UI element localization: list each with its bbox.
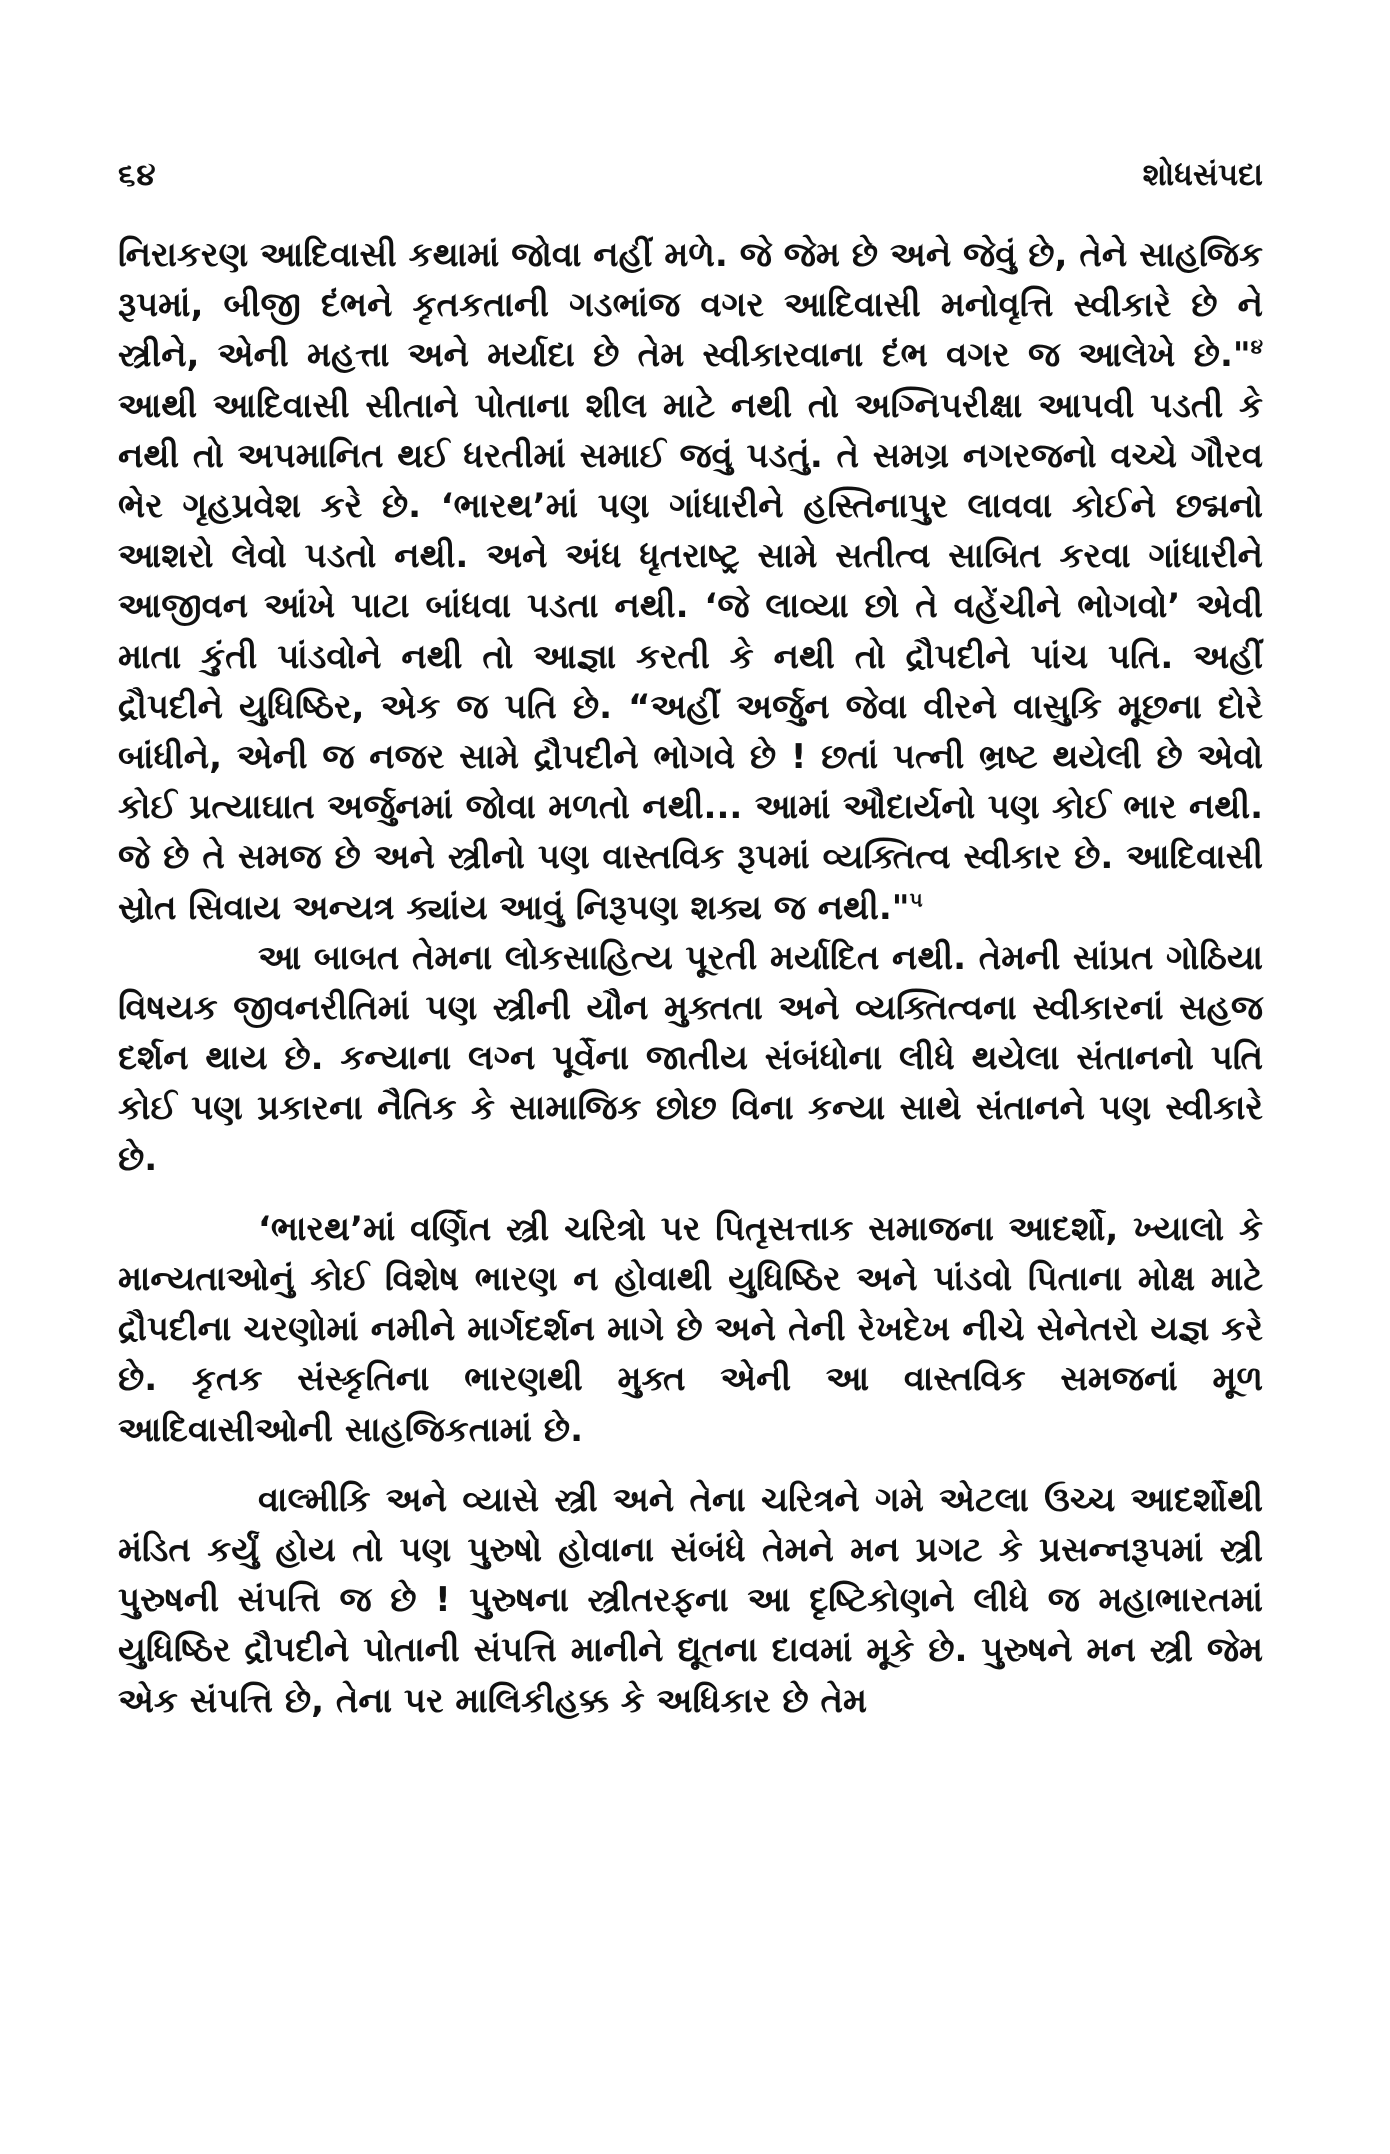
body-text bbox=[118, 230, 1263, 1726]
running-title: શોધસંપદા bbox=[1142, 156, 1263, 193]
running-header bbox=[118, 150, 1263, 200]
paragraph: વાલ્મીકિ અને વ્યાસે સ્ત્રી અને તેના ચરિત્રને ગમે એટલા ઉચ્ચ આદર્શોથી મંડિત કર્યું હોય તો પણ પુરુષો હોવાના સંબંધે તેમને મન પ્રગટ કે પ્રસન્નરૂપમાં સ્ત્રી પુરુષની સંપત્તિ જ છે ! પુરુષના સ્ત્રીતરફના આ દૃષ્ટિકોણને લીધે જ મહાભારતમાં યુધિષ્ઠિર દ્રૌપદીને પોતાની સંપત્તિ માનીને દ્યૂતના દાવમાં મૂકે છે. પુરુષને મન સ્ત્રી જેમ એક સંપત્તિ છે, તેના પર માલિકીહક્ક કે અધિકાર છે તેમ bbox=[118, 1479, 1263, 1721]
footnote-marker: ૪ bbox=[1250, 335, 1263, 360]
paragraph-continued bbox=[118, 230, 1263, 933]
paragraph-text: નિરાકરણ આદિવાસી કથામાં જોવા નહીં મળે. જે જેમ છે અને જેવું છે, તેને સાહજિક રૂપમાં, બીજી દંભને કૃતકતાની ગડભાંજ વગર આદિવાસી મનોવૃત્તિ સ્વીકારે છે ને સ્ત્રીને, એની મહત્તા અને મર્યાદા છે તેમ સ્વીકારવાના દંભ વગર જ આલેખે છે." bbox=[118, 235, 1263, 376]
paragraph: આ બાબત તેમના લોકસાહિત્ય પૂરતી મર્યાદિત નથી. તેમની સાંપ્રત ગોઠિયા વિષયક જીવનરીતિમાં પણ સ્ત્રીની યૌન મુક્તતા અને વ્યક્તિત્વના સ્વીકારનાં સહજ દર્શન થાય છે. કન્યાના લગ્ન પૂર્વેના જાતીય સંબંધોના લીધે થયેલા સંતાનનો પતિ કોઈ પણ પ્રકારના નૈતિક કે સામાજિક છોછ વિના કન્યા સાથે સંતાનને પણ સ્વીકારે છે. bbox=[118, 937, 1263, 1179]
footnote-marker: ૫ bbox=[909, 887, 923, 912]
paragraph: ‘ભારથ’માં વર્ણિત સ્ત્રી ચરિત્રો પર પિતૃસત્તાક સમાજના આદર્શો, ખ્યાલો કે માન્યતાઓનું કોઈ વિશેષ ભારણ ન હોવાથી યુધિષ્ઠિર અને પાંડવો પિતાના મોક્ષ માટે દ્રૌપદીના ચરણોમાં નમીને માર્ગદર્શન માગે છે અને તેની રેખદેખ નીચે સેનેતરો યજ્ઞ કરે છે. કૃતક સંસ્કૃતિના ભારણથી મુક્ત એની આ વાસ્તવિક સમજનાં મૂળ આદિવાસીઓની સાહજિકતામાં છે. bbox=[118, 1208, 1263, 1450]
paragraph-text: આથી આદિવાસી સીતાને પોતાના શીલ માટે નથી તો અગ્નિપરીક્ષા આપવી પડતી કે નથી તો અપમાનિત થઈ ધરતીમાં સમાઈ જવું પડતું. તે સમગ્ર નગરજનો વચ્ચે ગૌરવ ભેર ગૃહપ્રવેશ કરે છે. ‘ભારથ’માં પણ ગાંધારીને હસ્તિનાપુર લાવવા કોઈને છદ્મનો આશરો લેવો પડતો નથી. અને અંધ ધૃતરાષ્ટ્ર સામે સતીત્વ સાબિત કરવા ગાંધારીને આજીવન આંખે પાટા બાંધવા પડતા નથી. ‘જે લાવ્યા છો તે વહેંચીને ભોગવો’ એવી માતા કુંતી પાંડવોને નથી તો આજ્ઞા કરતી કે નથી તો દ્રૌપદીને પાંચ પતિ. અહીં દ્રૌપદીને યુધિષ્ઠિર, એક જ પતિ છે. “અહીં અર્જુન જેવા વીરને વાસુકિ મૂછના દોરે બાંધીને, એની જ નજર સામે દ્રૌપદીને ભોગવે છે ! છતાં પત્ની ભ્રષ્ટ થયેલી છે એવો કોઈ પ્રત્યાઘાત અર્જુનમાં જોવા મળતો નથી... આમાં ઔદાર્યનો પણ કોઈ ભાર નથી. જે છે તે સમજ છે અને સ્ત્રીનો પણ વાસ્તવિક રૂપમાં વ્યક્તિત્વ સ્વીકાર છે. આદિવાસી સ્રોત સિવાય અન્યત્ર ક્યાંય આવું નિરૂપણ શક્ય જ નથી." bbox=[118, 385, 1263, 928]
page-number: ૬૪ bbox=[118, 156, 157, 193]
